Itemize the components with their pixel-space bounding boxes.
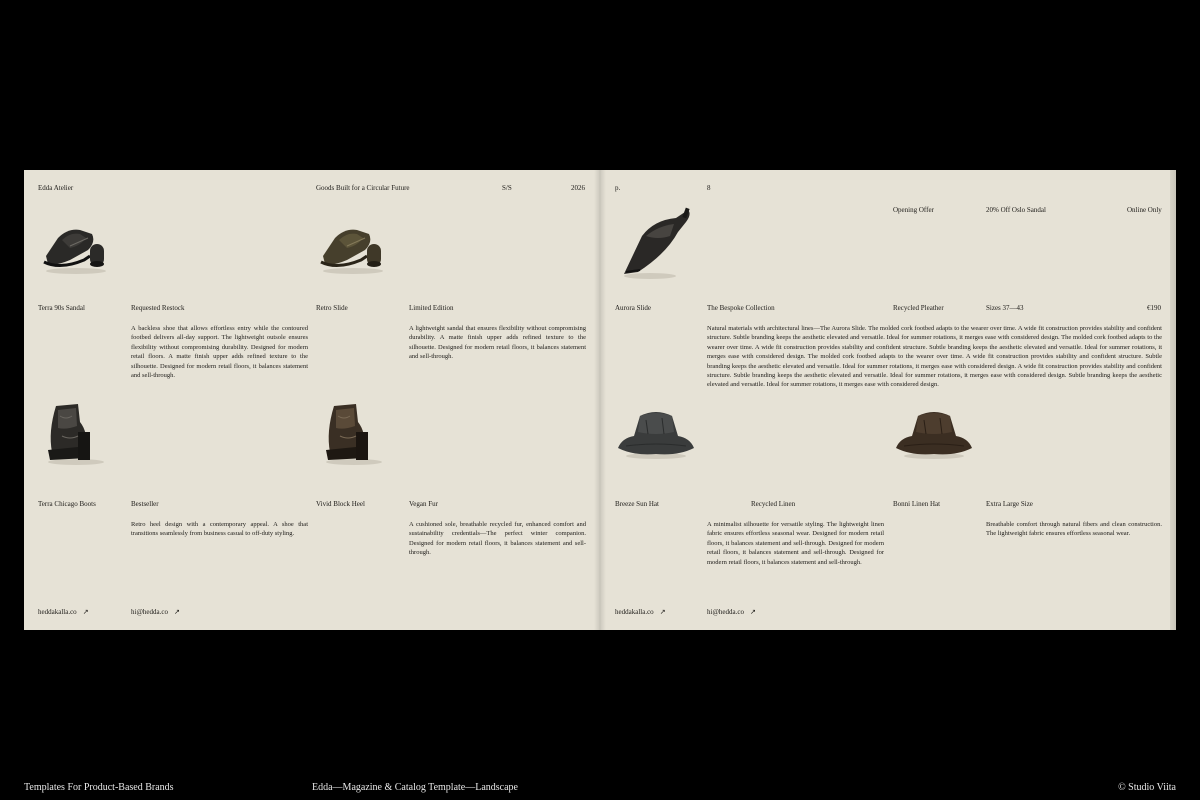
boot-icon bbox=[320, 402, 390, 466]
collection-name: The Bespoke Collection bbox=[707, 304, 775, 312]
clog-icon bbox=[40, 216, 112, 276]
material-label: Recycled Pleather bbox=[893, 304, 944, 312]
page-number: 8 bbox=[707, 184, 711, 192]
year-label: 2026 bbox=[571, 184, 585, 192]
product-description: Retro heel design with a contemporary appeal. A shoe that transitions seamlessly from business casual to off-duty styling. bbox=[131, 521, 308, 538]
external-link-icon: ↗ bbox=[659, 608, 666, 616]
mule-icon bbox=[618, 206, 698, 282]
product-tag: Limited Edition bbox=[409, 304, 454, 312]
product-description: Breathable comfort through natural fibers and clean construction. The lightweight fabric ensures effortless seasonal wear. bbox=[986, 521, 1162, 538]
boot-icon bbox=[42, 402, 112, 466]
page-label: p. bbox=[615, 184, 621, 192]
product-tag: Extra Large Size bbox=[986, 500, 1033, 508]
caption-right: © Studio Viita bbox=[1118, 782, 1176, 793]
price-label: €190 bbox=[1147, 304, 1161, 312]
feature-description: Natural materials with architectural lines—The Aurora Slide. The molded cork footbed adapts to the wearer over time. A wide fit construction provides stability and confident structure. Subtle branding keeps the aesthetic elevated and versatile. Ideal for summer rotations, it merges ease with considered design. The molded cork footbed adapts to the wearer over time. A wide fit construction provides stability and confident structure. Subtle branding keeps the aesthetic elevated and versatile. Ideal for summer rotations, it merges ease with considered design. The molded cork footbed adapts to the wearer over time. A wide fit construction provides stability and confident structure. Subtle branding keeps the aesthetic elevated and versatile. Ideal for summer rotations, it merges ease with considered design. A wide fit construction provides stability and confident structure. Subtle branding keeps the aesthetic elevated and versatile. Ideal for summer rotations, it merges ease with considered design. Subtle branding keeps the aesthetic elevated and versatile. Ideal for summer rotations, it merges ease with considered design. bbox=[707, 325, 1162, 389]
product-description: A cushioned sole, breathable recycled fur, enhanced comfort and sustainability credentials—The perfect winter companion. Designed for modern retail floors, it balances statement and sell-through. bbox=[409, 521, 586, 557]
bucket-hat-icon bbox=[894, 406, 974, 460]
caption-center: Edda—Magazine & Catalog Template—Landscape bbox=[312, 782, 518, 793]
product-tag: Recycled Linen bbox=[751, 500, 796, 508]
caption-left: Templates For Product-Based Brands bbox=[24, 782, 174, 793]
clog-icon bbox=[317, 216, 389, 276]
external-link-icon: ↗ bbox=[173, 608, 180, 616]
season-label: S/S bbox=[502, 184, 512, 192]
external-link-icon: ↗ bbox=[82, 608, 89, 616]
offer-label: Opening Offer bbox=[893, 206, 934, 214]
product-name: Bonni Linen Hat bbox=[893, 500, 941, 508]
brand-name: Edda Atelier bbox=[38, 184, 74, 192]
product-description: A minimalist silhouette for versatile styling. The lightweight linen fabric ensures effortless seasonal wear. Designed for modern retail floors, it balances statement and sell-through. Designed for modern retail floors, it balances statement and sell-through. Designed for modern retail floors, it balances statement and sell-through. bbox=[707, 521, 884, 566]
product-name: Breeze Sun Hat bbox=[615, 500, 659, 508]
bucket-hat-icon bbox=[616, 406, 696, 460]
footer-website-link[interactable]: heddakalla.co ↗ bbox=[38, 608, 89, 616]
offer-detail: 20% Off Oslo Sandal bbox=[986, 206, 1046, 214]
size-range: Sizes 37—43 bbox=[986, 304, 1024, 312]
product-name: Terra 90s Sandal bbox=[38, 304, 85, 312]
brand-tagline: Goods Built for a Circular Future bbox=[316, 184, 410, 192]
offer-scope: Online Only bbox=[1127, 206, 1162, 214]
footer-email-link[interactable]: hi@hedda.co ↗ bbox=[707, 608, 756, 616]
product-tag: Bestseller bbox=[131, 500, 159, 508]
product-name: Vivid Block Heel bbox=[316, 500, 365, 508]
catalog-spread bbox=[24, 170, 1176, 630]
product-tag: Vegan Fur bbox=[409, 500, 438, 508]
product-tag: Requested Restock bbox=[131, 304, 185, 312]
page-edge bbox=[1170, 170, 1176, 630]
external-link-icon: ↗ bbox=[749, 608, 756, 616]
left-page bbox=[24, 170, 600, 630]
spread-gutter bbox=[594, 170, 606, 630]
product-name: Retro Slide bbox=[316, 304, 348, 312]
product-description: A backless shoe that allows effortless entry while the contoured footbed delivers all-day support. The lightweight outsole ensures flexibility without compromising durability. Designed for modern retail floors. A matte finish upper adds refined texture to the silhouette. Designed for modern retail floors, it balances statement and sell-through. bbox=[131, 325, 308, 380]
footer-website-link[interactable]: heddakalla.co ↗ bbox=[615, 608, 666, 616]
product-name: Aurora Slide bbox=[615, 304, 651, 312]
product-name: Terra Chicago Boots bbox=[38, 500, 96, 508]
right-page bbox=[600, 170, 1176, 630]
product-description: A lightweight sandal that ensures flexibility without compromising durability. A matte finish upper adds refined texture to the silhouette. Designed for modern retail floors, it balances statement and sell-through. bbox=[409, 325, 586, 361]
footer-email-link[interactable]: hi@hedda.co ↗ bbox=[131, 608, 180, 616]
